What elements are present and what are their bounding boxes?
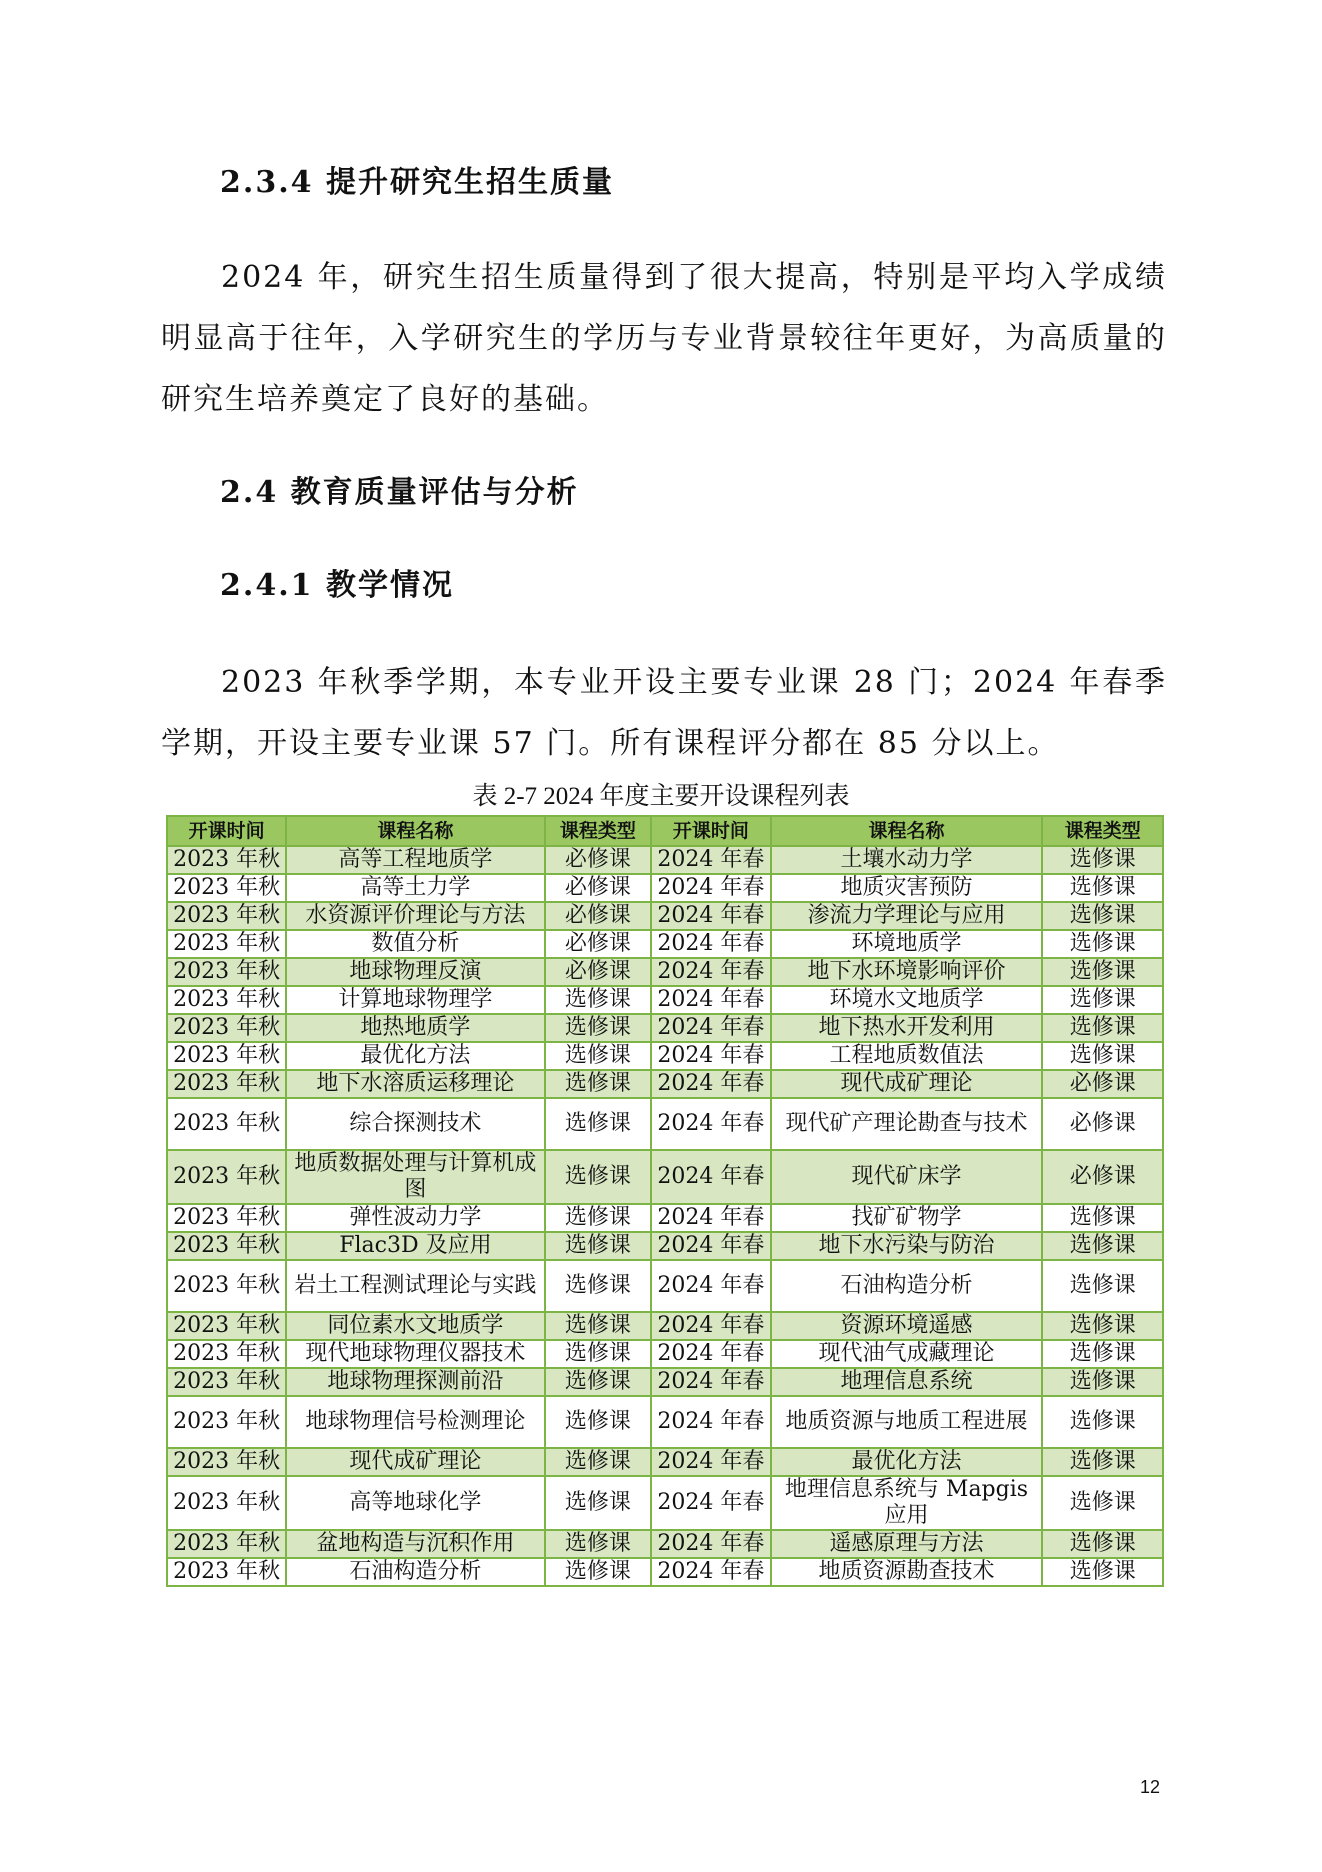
table-row [167,1530,1163,1558]
fall-type-cell: 选修课 [545,1098,652,1150]
spring-type-cell: 必修课 [1042,1070,1163,1098]
fall-type-cell: 选修课 [545,1448,652,1476]
table-row [167,1098,1163,1150]
fall-type-cell: 选修课 [545,1312,652,1340]
fall-term-cell: 2023 年秋 [167,846,286,874]
fall-term-cell: 2023 年秋 [167,1396,286,1448]
fall-term-cell: 2023 年秋 [167,958,286,986]
spring-type-cell: 选修课 [1042,1232,1163,1260]
fall-type-cell: 选修课 [545,1530,652,1558]
spring-course-cell: 地质灾害预防 [771,874,1043,902]
spring-course-cell: 现代油气成藏理论 [771,1340,1043,1368]
fall-term-cell: 2023 年秋 [167,1042,286,1070]
fall-course-cell: 高等地球化学 [286,1476,544,1530]
fall-course-cell: 石油构造分析 [286,1558,544,1586]
fall-term-cell: 2023 年秋 [167,1232,286,1260]
spring-term-cell: 2024 年春 [651,1204,770,1232]
fall-type-cell: 必修课 [545,958,652,986]
fall-term-cell: 2023 年秋 [167,1476,286,1530]
spring-type-cell: 必修课 [1042,1098,1163,1150]
fall-term-cell: 2023 年秋 [167,1070,286,1098]
fall-course-cell: 地球物理信号检测理论 [286,1396,544,1448]
table-row [167,1042,1163,1070]
spring-term-cell: 2024 年春 [651,1448,770,1476]
fall-type-cell: 选修课 [545,1070,652,1098]
paragraph-teaching-status: 2023 年秋季学期，本专业开设主要专业课 28 门；2024 年春季学期，开设主要专业课 57 门。所有课程评分都在 85 分以上。 [161,665,1167,761]
spring-course-cell: 地下水环境影响评价 [771,958,1043,986]
spring-term-cell: 2024 年春 [651,1014,770,1042]
header-cell: 课程名称 [771,816,1043,846]
spring-type-cell: 选修课 [1042,1042,1163,1070]
table-row [167,930,1163,958]
fall-term-cell: 2023 年秋 [167,1204,286,1232]
header-cell: 课程类型 [1042,816,1163,846]
fall-type-cell: 选修课 [545,1476,652,1530]
spring-term-cell: 2024 年春 [651,1232,770,1260]
table-row [167,1260,1163,1312]
spring-course-cell: 现代成矿理论 [771,1070,1043,1098]
spring-type-cell: 选修课 [1042,1312,1163,1340]
spring-course-cell: 地理信息系统 [771,1368,1043,1396]
fall-type-cell: 选修课 [545,1558,652,1586]
spring-term-cell: 2024 年春 [651,1558,770,1586]
fall-term-cell: 2023 年秋 [167,1098,286,1150]
fall-course-cell: 地球物理反演 [286,958,544,986]
fall-term-cell: 2023 年秋 [167,874,286,902]
section-2-4-1-heading: 2.4.1 教学情况 [220,568,454,603]
table-row [167,1312,1163,1340]
spring-course-cell: 环境地质学 [771,930,1043,958]
spring-type-cell: 选修课 [1042,1260,1163,1312]
fall-type-cell: 必修课 [545,874,652,902]
fall-course-cell: 盆地构造与沉积作用 [286,1530,544,1558]
table-row [167,874,1163,902]
header-cell: 开课时间 [167,816,286,846]
fall-type-cell: 选修课 [545,1368,652,1396]
spring-type-cell: 选修课 [1042,1340,1163,1368]
spring-term-cell: 2024 年春 [651,1368,770,1396]
fall-course-cell: 地下水溶质运移理论 [286,1070,544,1098]
spring-term-cell: 2024 年春 [651,874,770,902]
fall-course-cell: 弹性波动力学 [286,1204,544,1232]
fall-course-cell: 现代地球物理仪器技术 [286,1340,544,1368]
fall-term-cell: 2023 年秋 [167,1260,286,1312]
fall-course-cell: 高等土力学 [286,874,544,902]
spring-term-cell: 2024 年春 [651,846,770,874]
page-number: 12 [1140,1777,1161,1797]
spring-type-cell: 选修课 [1042,1396,1163,1448]
table-row [167,1150,1163,1204]
spring-type-cell: 必修课 [1042,1150,1163,1204]
fall-course-cell: 计算地球物理学 [286,986,544,1014]
fall-course-cell: 高等工程地质学 [286,846,544,874]
fall-course-cell: 水资源评价理论与方法 [286,902,544,930]
spring-type-cell: 选修课 [1042,902,1163,930]
fall-type-cell: 选修课 [545,1042,652,1070]
fall-course-cell: 同位素水文地质学 [286,1312,544,1340]
table-row [167,1340,1163,1368]
spring-type-cell: 选修课 [1042,1476,1163,1530]
spring-term-cell: 2024 年春 [651,1070,770,1098]
fall-type-cell: 选修课 [545,1340,652,1368]
section-2-4-heading: 2.4 教育质量评估与分析 [220,475,579,510]
spring-course-cell: 地理信息系统与 Mapgis 应用 [771,1476,1043,1530]
fall-course-cell: 地热地质学 [286,1014,544,1042]
spring-course-cell: 最优化方法 [771,1448,1043,1476]
fall-course-cell: 地球物理探测前沿 [286,1368,544,1396]
fall-term-cell: 2023 年秋 [167,1312,286,1340]
header-cell: 课程类型 [545,816,652,846]
spring-course-cell: 资源环境遥感 [771,1312,1043,1340]
fall-course-cell: 数值分析 [286,930,544,958]
table-row [167,1232,1163,1260]
fall-term-cell: 2023 年秋 [167,1448,286,1476]
table-row [167,846,1163,874]
spring-course-cell: 找矿矿物学 [771,1204,1043,1232]
table-row [167,986,1163,1014]
fall-course-cell: 地质数据处理与计算机成图 [286,1150,544,1204]
fall-type-cell: 选修课 [545,986,652,1014]
course-table [166,815,1164,1587]
spring-type-cell: 选修课 [1042,874,1163,902]
header-cell: 课程名称 [286,816,544,846]
table-header-row [167,816,1163,846]
table-row [167,1396,1163,1448]
fall-course-cell: 最优化方法 [286,1042,544,1070]
fall-course-cell: 岩土工程测试理论与实践 [286,1260,544,1312]
section-2-3-4-heading: 2.3.4 提升研究生招生质量 [220,165,614,200]
fall-term-cell: 2023 年秋 [167,930,286,958]
fall-term-cell: 2023 年秋 [167,986,286,1014]
table-row [167,1448,1163,1476]
table-row [167,1368,1163,1396]
spring-term-cell: 2024 年春 [651,1476,770,1530]
spring-term-cell: 2024 年春 [651,986,770,1014]
spring-type-cell: 选修课 [1042,1558,1163,1586]
fall-course-cell: 综合探测技术 [286,1098,544,1150]
spring-course-cell: 渗流力学理论与应用 [771,902,1043,930]
spring-course-cell: 遥感原理与方法 [771,1530,1043,1558]
spring-term-cell: 2024 年春 [651,1340,770,1368]
table-row [167,902,1163,930]
spring-type-cell: 选修课 [1042,1368,1163,1396]
spring-term-cell: 2024 年春 [651,1530,770,1558]
spring-type-cell: 选修课 [1042,846,1163,874]
spring-term-cell: 2024 年春 [651,1396,770,1448]
fall-term-cell: 2023 年秋 [167,902,286,930]
table-row [167,1014,1163,1042]
fall-term-cell: 2023 年秋 [167,1150,286,1204]
spring-term-cell: 2024 年春 [651,1260,770,1312]
table-row [167,1558,1163,1586]
header-cell: 开课时间 [651,816,770,846]
spring-course-cell: 地下水污染与防治 [771,1232,1043,1260]
table-body [167,846,1163,1586]
spring-term-cell: 2024 年春 [651,1098,770,1150]
spring-type-cell: 选修课 [1042,930,1163,958]
spring-term-cell: 2024 年春 [651,930,770,958]
fall-term-cell: 2023 年秋 [167,1558,286,1586]
fall-term-cell: 2023 年秋 [167,1530,286,1558]
spring-course-cell: 环境水文地质学 [771,986,1043,1014]
fall-term-cell: 2023 年秋 [167,1014,286,1042]
spring-term-cell: 2024 年春 [651,1312,770,1340]
spring-type-cell: 选修课 [1042,958,1163,986]
table-row [167,1070,1163,1098]
spring-type-cell: 选修课 [1042,1530,1163,1558]
fall-type-cell: 必修课 [545,930,652,958]
fall-type-cell: 选修课 [545,1232,652,1260]
table-row [167,958,1163,986]
spring-term-cell: 2024 年春 [651,902,770,930]
paragraph-enrollment-quality: 2024 年，研究生招生质量得到了很大提高，特别是平均入学成绩明显高于往年，入学研究生的学历与专业背景较往年更好，为高质量的研究生培养奠定了良好的基础。 [161,260,1167,417]
table-row [167,1204,1163,1232]
fall-course-cell: Flac3D 及应用 [286,1232,544,1260]
table-caption: 表 2-7 2024 年度主要开设课程列表 [472,783,850,810]
fall-type-cell: 选修课 [545,1260,652,1312]
spring-type-cell: 选修课 [1042,1014,1163,1042]
table-row [167,1476,1163,1530]
spring-course-cell: 地质资源与地质工程进展 [771,1396,1043,1448]
spring-term-cell: 2024 年春 [651,1042,770,1070]
fall-type-cell: 选修课 [545,1150,652,1204]
spring-course-cell: 现代矿产理论勘查与技术 [771,1098,1043,1150]
spring-course-cell: 现代矿床学 [771,1150,1043,1204]
fall-type-cell: 选修课 [545,1396,652,1448]
fall-course-cell: 现代成矿理论 [286,1448,544,1476]
spring-course-cell: 土壤水动力学 [771,846,1043,874]
spring-term-cell: 2024 年春 [651,958,770,986]
fall-term-cell: 2023 年秋 [167,1340,286,1368]
spring-course-cell: 石油构造分析 [771,1260,1043,1312]
spring-type-cell: 选修课 [1042,986,1163,1014]
spring-term-cell: 2024 年春 [651,1150,770,1204]
spring-course-cell: 地质资源勘查技术 [771,1558,1043,1586]
fall-type-cell: 选修课 [545,1204,652,1232]
fall-type-cell: 选修课 [545,1014,652,1042]
spring-type-cell: 选修课 [1042,1204,1163,1232]
fall-type-cell: 必修课 [545,902,652,930]
spring-course-cell: 地下热水开发利用 [771,1014,1043,1042]
fall-term-cell: 2023 年秋 [167,1368,286,1396]
spring-type-cell: 选修课 [1042,1448,1163,1476]
spring-course-cell: 工程地质数值法 [771,1042,1043,1070]
fall-type-cell: 必修课 [545,846,652,874]
